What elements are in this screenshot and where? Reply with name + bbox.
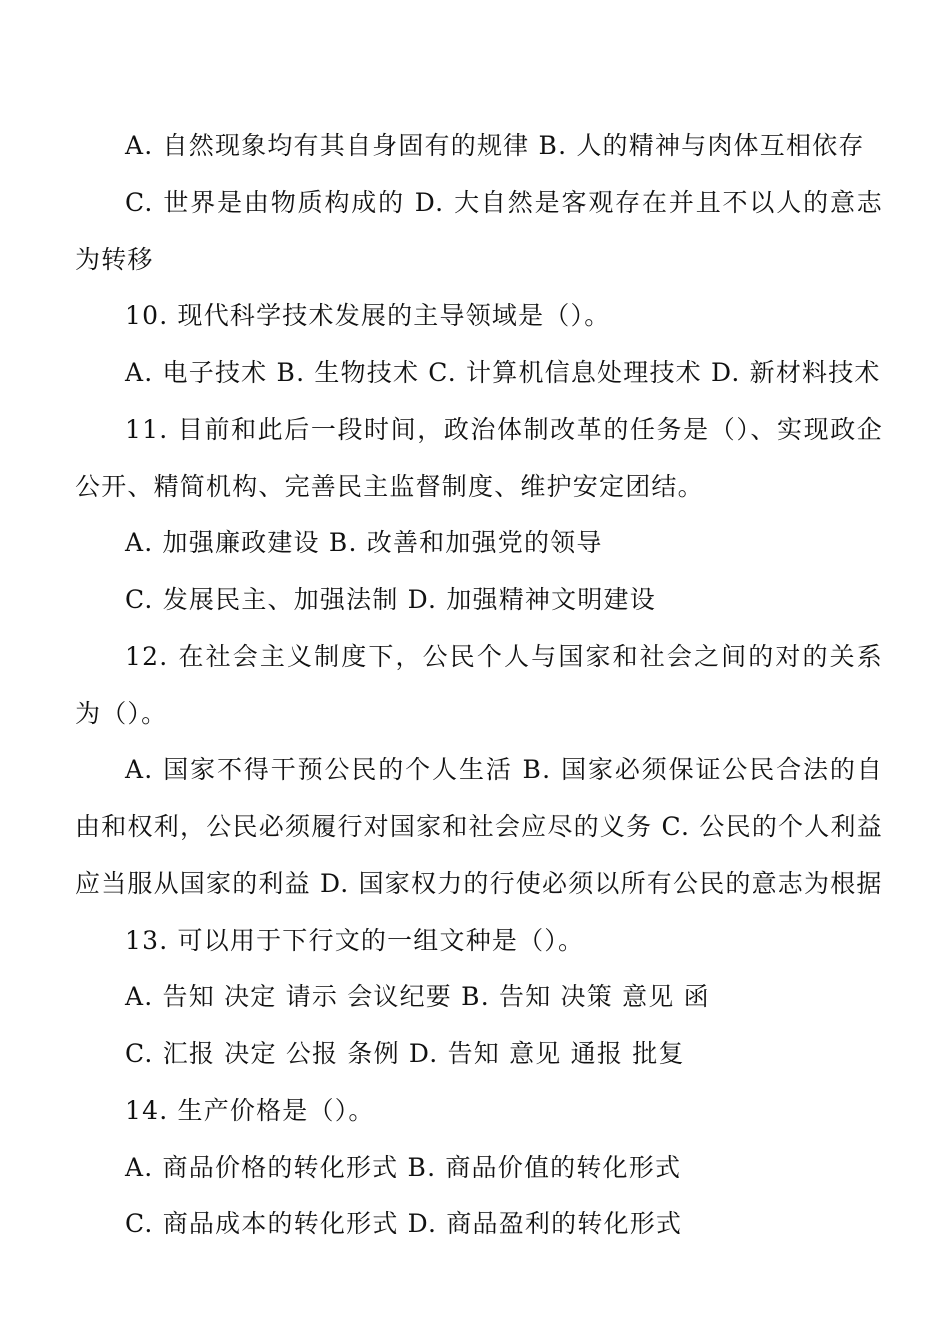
q12-options: A. 国家不得干预公民的个人生活 B. 国家必须保证公民合法的自由和权利，公民必须履行对国家和社会应尽的义务 C. 公民的个人利益应当服从国家的利益 D. 国家权力的行使必须以所有公民的意志为根据 — [75, 755, 883, 898]
question-14: 14. 生产价格是（）。 — [125, 1095, 375, 1125]
q9-options-cd: C. 世界是由物质构成的 D. 大自然是客观存在并且不以人的意志为转移 — [75, 187, 883, 274]
q13-options-cd: C. 汇报 决定 公报 条例 D. 告知 意见 通报 批复 — [125, 1039, 685, 1068]
question-12: 12. 在社会主义制度下，公民个人与国家和社会之间的对的关系为（）。 — [75, 641, 883, 728]
question-10: 10. 现代科学技术发展的主导领域是（）。 — [125, 301, 611, 331]
q11-options-cd: C. 发展民主、加强法制 D. 加强精神文明建设 — [125, 585, 656, 614]
q14-options-cd: C. 商品成本的转化形式 D. 商品盈利的转化形式 — [125, 1209, 683, 1239]
document-body — [75, 118, 883, 1253]
question-11: 11. 目前和此后一段时间，政治体制改革的任务是（）、实现政企公开、精简机构、完善民主监督制度、维护安定团结。 — [75, 414, 883, 501]
question-13: 13. 可以用于下行文的一组文种是（）。 — [125, 925, 585, 955]
q10-options: A. 电子技术 B. 生物技术 C. 计算机信息处理技术 D. 新材料技术 — [125, 358, 881, 387]
q14-options-ab: A. 商品价格的转化形式 B. 商品价值的转化形式 — [125, 1152, 682, 1182]
q11-options-ab: A. 加强廉政建设 B. 改善和加强党的领导 — [125, 528, 603, 558]
q13-options-ab: A. 告知 决定 请示 会议纪要 B. 告知 决策 意见 函 — [125, 982, 710, 1012]
q9-options-ab: A. 自然现象均有其自身固有的规律 B. 人的精神与肉体互相依存 — [125, 131, 865, 160]
